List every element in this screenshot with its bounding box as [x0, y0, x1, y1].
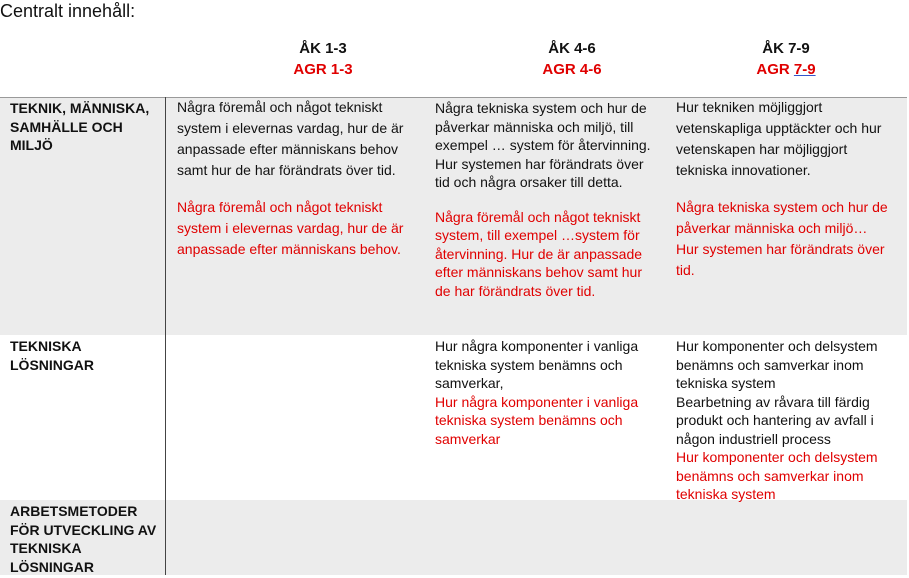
column-header-ak: ÅK 1-3: [299, 40, 347, 57]
column-header-agr: [666, 59, 906, 80]
column-header-ak: ÅK 7-9: [762, 40, 810, 57]
row-label-tekniska-losningar: TEKNISKA LÖSNINGAR: [10, 338, 94, 373]
column-header-agr: AGR 1-3: [293, 61, 353, 78]
cell-text: Hur tekniken möjliggjort vetenskapliga upptäckter och hur vetenskapen har möjliggjort tekniska innovationer.: [676, 99, 882, 178]
column-header-agr: AGR 4-6: [542, 61, 602, 78]
page-heading: Centralt innehåll:: [0, 1, 136, 21]
column-header-3: [666, 38, 906, 80]
cell-text: Bearbetning av råvara till färdig produkt och hantering av avfall i någon industriell process: [676, 393, 874, 447]
cell-text-red: Några tekniska system och hur de påverkar människa och miljö…: [676, 199, 888, 236]
column-header-ak: ÅK 4-6: [548, 40, 596, 57]
agr-underlined: 7-9: [793, 61, 816, 78]
cell-row1-col3: [676, 97, 901, 281]
cell-text: Några föremål och något tekniskt system i elevernas vardag, hur de är anpassade efter människans behov samt hur de har förändrats över tid.: [177, 99, 404, 178]
cell-text-red: Några föremål och något tekniskt system, till exempel …system för återvinning. Hur de är anpassade efter människans behov samt hur de har förändrats över tid.: [435, 208, 643, 299]
cell-text: Hur några komponenter i vanliga tekniska system benämns och samverkar,: [435, 338, 639, 391]
column-header-1: [203, 38, 443, 80]
cell-text-red: Några föremål och något tekniskt system i elevernas vardag, hur de är anpassade efter människans behov.: [177, 199, 404, 257]
cell-text-red: Hur några komponenter i vanliga tekniska system benämns och samverkar: [435, 393, 639, 447]
cell-text-red: Hur systemen har förändrats över tid.: [676, 241, 885, 278]
cell-row2-col2: [435, 337, 660, 448]
cell-text-red: Hur komponenter och delsystem benämns och samverkar inom tekniska system: [676, 449, 878, 502]
row-label-arbetsmetoder: ARBETSMETODER FÖR UTVECKLING AV TEKNISKA LÖSNINGAR: [10, 503, 157, 575]
label-column-divider: [165, 97, 166, 575]
column-header-2: [452, 38, 692, 80]
agr-prefix: AGR: [756, 61, 794, 78]
cell-row1-col1: [177, 97, 422, 260]
row-label-teknik-manniska: TEKNIK, MÄNNISKA, SAMHÄLLE OCH MILJÖ: [10, 100, 150, 153]
cell-text: Några tekniska system och hur de påverkar människa och miljö, till exempel … system för återvinning. Hur systemen har förändrats över tid och några orsaker till detta.: [435, 100, 651, 190]
cell-row1-col2: [435, 99, 660, 300]
cell-row2-col3: [676, 337, 901, 504]
cell-text: Hur komponenter och delsystem benämns och samverkar inom tekniska system: [676, 338, 878, 391]
